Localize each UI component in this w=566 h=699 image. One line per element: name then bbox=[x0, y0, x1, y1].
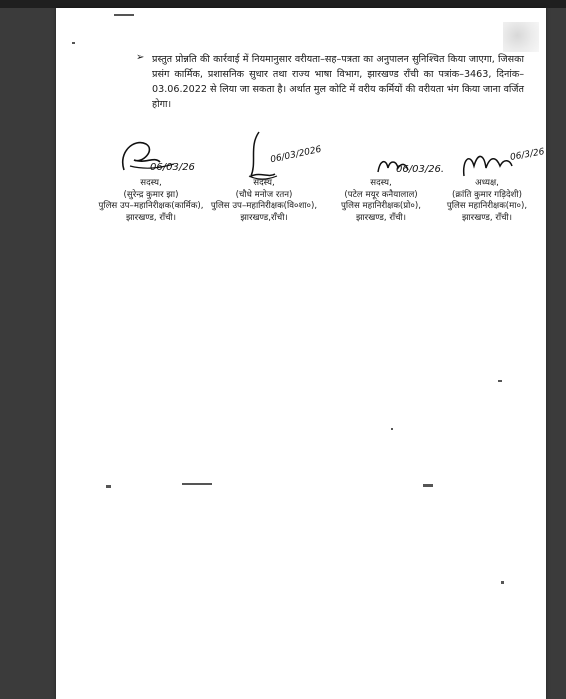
signatory-3 bbox=[321, 178, 441, 224]
signatory-1-location: झारखण्ड, राँची। bbox=[125, 212, 177, 223]
signatory-4-role: अध्यक्ष, bbox=[475, 178, 499, 188]
scan-speck bbox=[391, 428, 393, 430]
bullet-marker: ➢ bbox=[136, 52, 145, 63]
signatory-3-location: झारखण्ड, राँची। bbox=[355, 212, 407, 223]
signatory-4-designation: पुलिस महानिरीक्षक(मा०), bbox=[446, 201, 528, 211]
document-page bbox=[56, 8, 546, 699]
signatory-4-location: झारखण्ड, राँची। bbox=[461, 212, 513, 223]
signatory-4 bbox=[431, 178, 543, 224]
signatory-3-designation: पुलिस महानिरीक्षक(प्रो०), bbox=[341, 201, 421, 211]
signatory-4-name: (क्रांति कुमार गड़िदेशी) bbox=[452, 189, 522, 200]
signature-3-date: 06/03/26. bbox=[396, 164, 445, 175]
signatory-2-location: झारखण्ड,राँची। bbox=[240, 212, 288, 223]
signature-4-date: 06/3/26 bbox=[509, 147, 546, 163]
signatory-2 bbox=[199, 178, 329, 224]
scan-speck bbox=[106, 485, 111, 488]
scan-speck bbox=[72, 42, 75, 44]
signatory-2-name: (चौधे मनोज रतन) bbox=[235, 189, 293, 200]
signatory-2-role: सदस्य, bbox=[253, 178, 275, 188]
scan-speck bbox=[182, 483, 212, 485]
scan-stamp-mark bbox=[503, 22, 539, 52]
signatory-1-designation: पुलिस उप–महानिरीक्षक(कार्मिक), bbox=[98, 201, 204, 211]
scan-speck bbox=[501, 581, 504, 584]
viewer-top-bar bbox=[0, 0, 566, 8]
scan-speck bbox=[114, 14, 134, 16]
body-paragraph: प्रस्तुत प्रोन्नति की कार्रवाई में नियमानुसार वरीयता–सह–पत्रता का अनुपालन सुनिश्चित किया जाएगा, जिसका प्रसंग कार्मिक, प्रशासनिक सुधार तथा राज्य भाषा विभाग, झारखण्ड राँची का पत्रांक–3463, दिनांक–03.06.2022 से लिया जा सकता है। अर्थात मुल कोटि में वरीय कर्मियों की वरीयता भंग किया जाना वर्जित होगा। bbox=[152, 54, 524, 110]
signatory-3-role: सदस्य, bbox=[370, 178, 392, 188]
signatory-1-name: (सुरेन्द्र कुमार झा) bbox=[123, 189, 179, 200]
scan-speck bbox=[423, 484, 433, 487]
scan-speck bbox=[498, 380, 502, 382]
signatory-2-designation: पुलिस उप–महानिरीक्षक(वि०शा०), bbox=[210, 201, 318, 211]
signatory-1-role: सदस्य, bbox=[140, 178, 162, 188]
signatory-3-name: (पटेल मयूर कनैयालाल) bbox=[344, 189, 418, 200]
signature-2-date: 06/03/2026 bbox=[269, 144, 323, 166]
signature-1-date: 06/03/26 bbox=[150, 162, 195, 173]
